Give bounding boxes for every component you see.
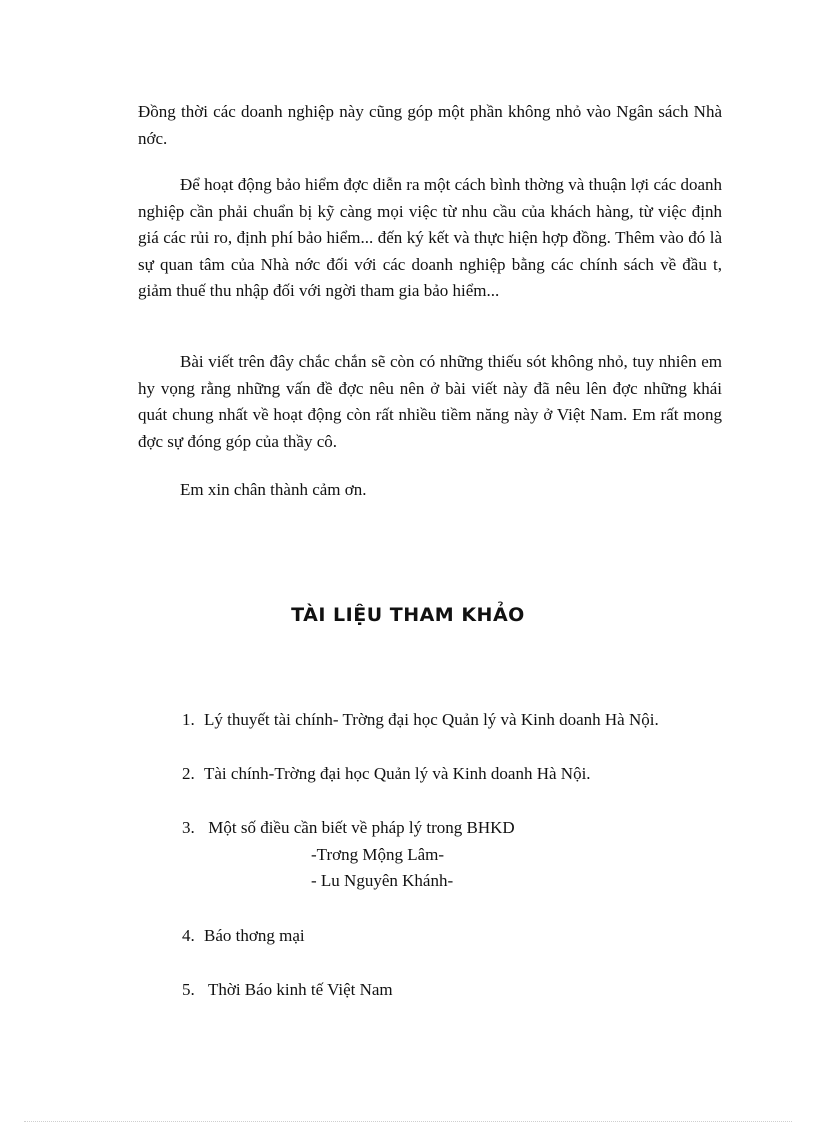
reference-text: Một số điều cần biết về pháp lý trong BHKD <box>204 818 515 837</box>
reference-number: 4. <box>182 926 195 945</box>
reference-author: -Trơng Mộng Lâm- <box>311 845 445 864</box>
reference-number: 1. <box>182 710 195 729</box>
paragraph-intro-continuation: Đồng thời các doanh nghiệp này cũng góp một phần không nhỏ vào Ngân sách Nhà nớc. <box>138 102 722 148</box>
reference-text: Lý thuyết tài chính- Trờng đại học Quản lý và Kinh doanh Hà Nội. <box>204 710 659 729</box>
reference-item <box>182 708 659 732</box>
reference-text: Thời Báo kinh tế Việt Nam <box>204 980 393 999</box>
reference-text: Tài chính-Trờng đại học Quản lý và Kinh doanh Hà Nội. <box>204 764 591 783</box>
reference-item <box>182 978 393 1002</box>
page-bottom-divider <box>24 1121 792 1122</box>
reference-number: 5. <box>182 980 195 999</box>
reference-author: - Lu Nguyên Khánh- <box>311 871 454 890</box>
paragraph-insurance-operations: Để hoạt động bảo hiểm đợc diễn ra một cách bình thờng và thuận lợi các doanh nghiệp cần phải chuẩn bị kỹ càng mọi việc từ nhu cầu của khách hàng, từ việc định giá các rủi ro, định phí bảo hiểm... đến ký kết và thực hiện hợp đồng. Thêm vào đó là sự quan tâm của Nhà nớc đối với các doanh nghiệp bằng các chính sách về đầu t, giảm thuế thu nhập đối với ngời tham gia bảo hiểm... <box>138 175 722 300</box>
reference-number: 3. <box>182 818 195 837</box>
paragraph-closing-remarks: Bài viết trên đây chắc chắn sẽ còn có những thiếu sót không nhỏ, tuy nhiên em hy vọng rằng những vấn đề đợc nêu nên ở bài viết này đã nêu lên đợc những khái quát chung nhất về hoạt động còn rất nhiều tiềm năng này ở Việt Nam. Em rất mong đợc sự đóng góp của thầy cô. <box>138 352 722 451</box>
reference-item <box>182 924 305 948</box>
paragraph-thanks: Em xin chân thành cảm ơn. <box>180 480 367 499</box>
reference-number: 2. <box>182 764 195 783</box>
reference-item <box>182 816 515 840</box>
reference-text: Báo thơng mại <box>204 926 305 945</box>
references-heading: TÀI LIỆU THAM KHẢO <box>291 604 525 626</box>
reference-item <box>182 762 591 786</box>
